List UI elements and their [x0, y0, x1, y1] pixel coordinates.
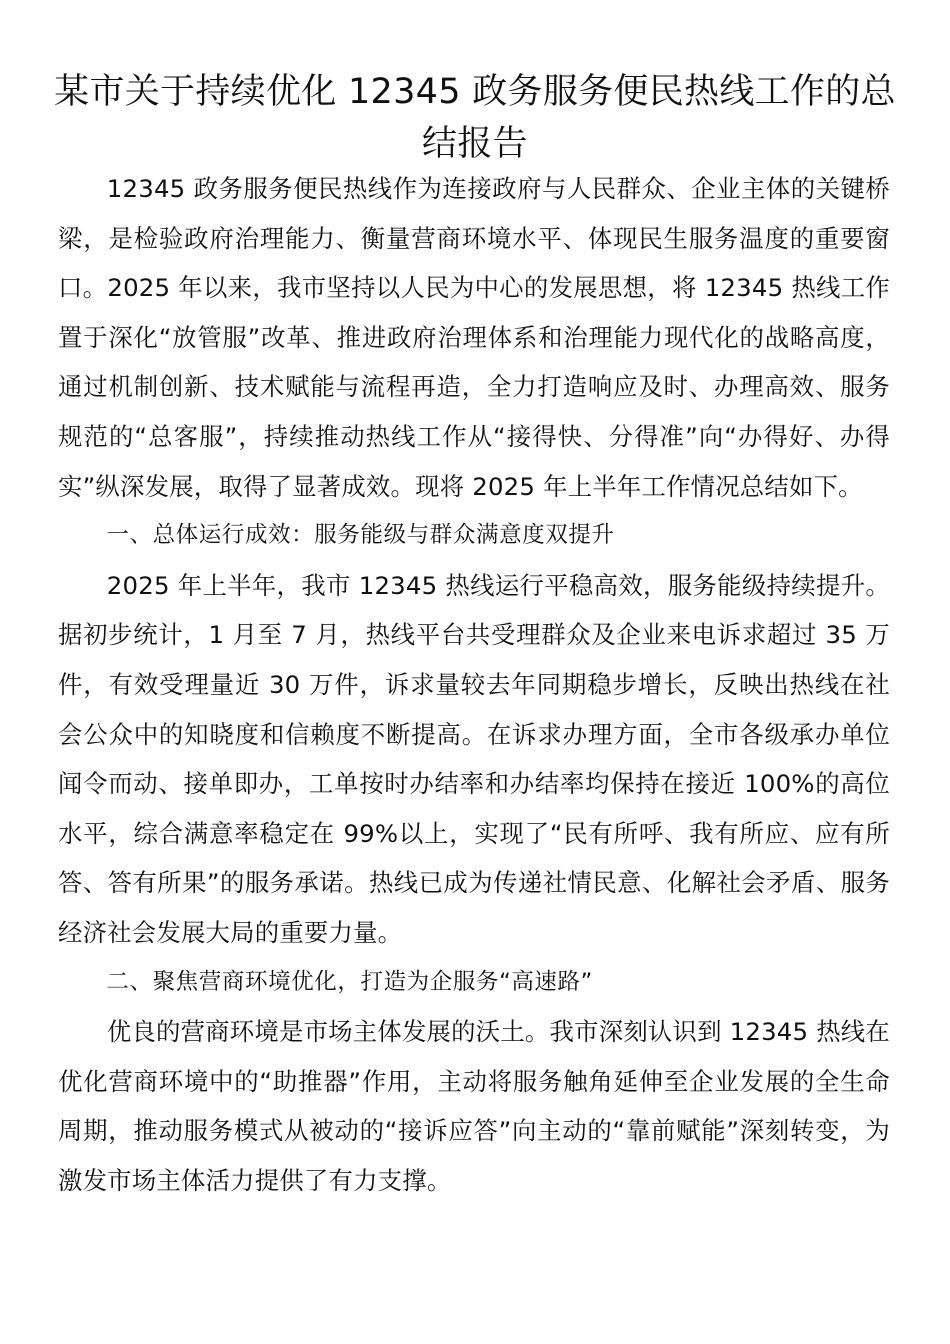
- intro-paragraph: 12345 政务服务便民热线作为连接政府与人民群众、企业主体的关键桥梁，是检验政府治理能力、衡量营商环境水平、体现民生服务温度的重要窗口。2025 年以来，我市坚持以人民为中心的发展思想，将 12345 热线工作置于深化“放管服”改革、推进政府治理体系和治理能力现代化的战略高度，通过机制创新、技术赋能与流程再造，全力打造响应及时、办理高效、服务规范的“总客服”，持续推动热线工作从“接得快、分得准”向“办得好、办得实”纵深发展，取得了显著成效。现将 2025 年上半年工作情况总结如下。: [58, 174, 890, 501]
- section-heading-2: 二、聚焦营商环境优化，打造为企服务“高速路”: [106, 968, 593, 995]
- document-body: [58, 164, 890, 1205]
- section-heading-1: 一、总体运行成效：服务能级与群众满意度双提升: [106, 522, 615, 549]
- section-2-paragraph: 优良的营商环境是市场主体发展的沃土。我市深刻认识到 12345 热线在优化营商环境中的“助推器”作用，主动将服务触角延伸至企业发展的全生命周期，推动服务模式从被动的“接诉应答”向主动的“靠前赋能”深刻转变，为激发市场主体活力提供了有力支撑。: [58, 1017, 890, 1195]
- document-title: 某市关于持续优化 12345 政务服务便民热线工作的总结报告: [54, 72, 896, 164]
- section-1-paragraph: 2025 年上半年，我市 12345 热线运行平稳高效，服务能级持续提升。据初步统计，1 月至 7 月，热线平台共受理群众及企业来电诉求超过 35 万件，有效受理量近 30 万件，诉求量较去年同期稳步增长，反映出热线在社会公众中的知晓度和信赖度不断提高。在诉求办理方面，全市各级承办单位闻令而动、接单即办，工单按时办结率和办结率均保持在接近 100%的高位水平，综合满意率稳定在 99%以上，实现了“民有所呼、我有所应、应有所答、答有所果”的服务承诺。热线已成为传递社情民意、化解社会矛盾、服务经济社会发展大局的重要力量。: [58, 570, 890, 947]
